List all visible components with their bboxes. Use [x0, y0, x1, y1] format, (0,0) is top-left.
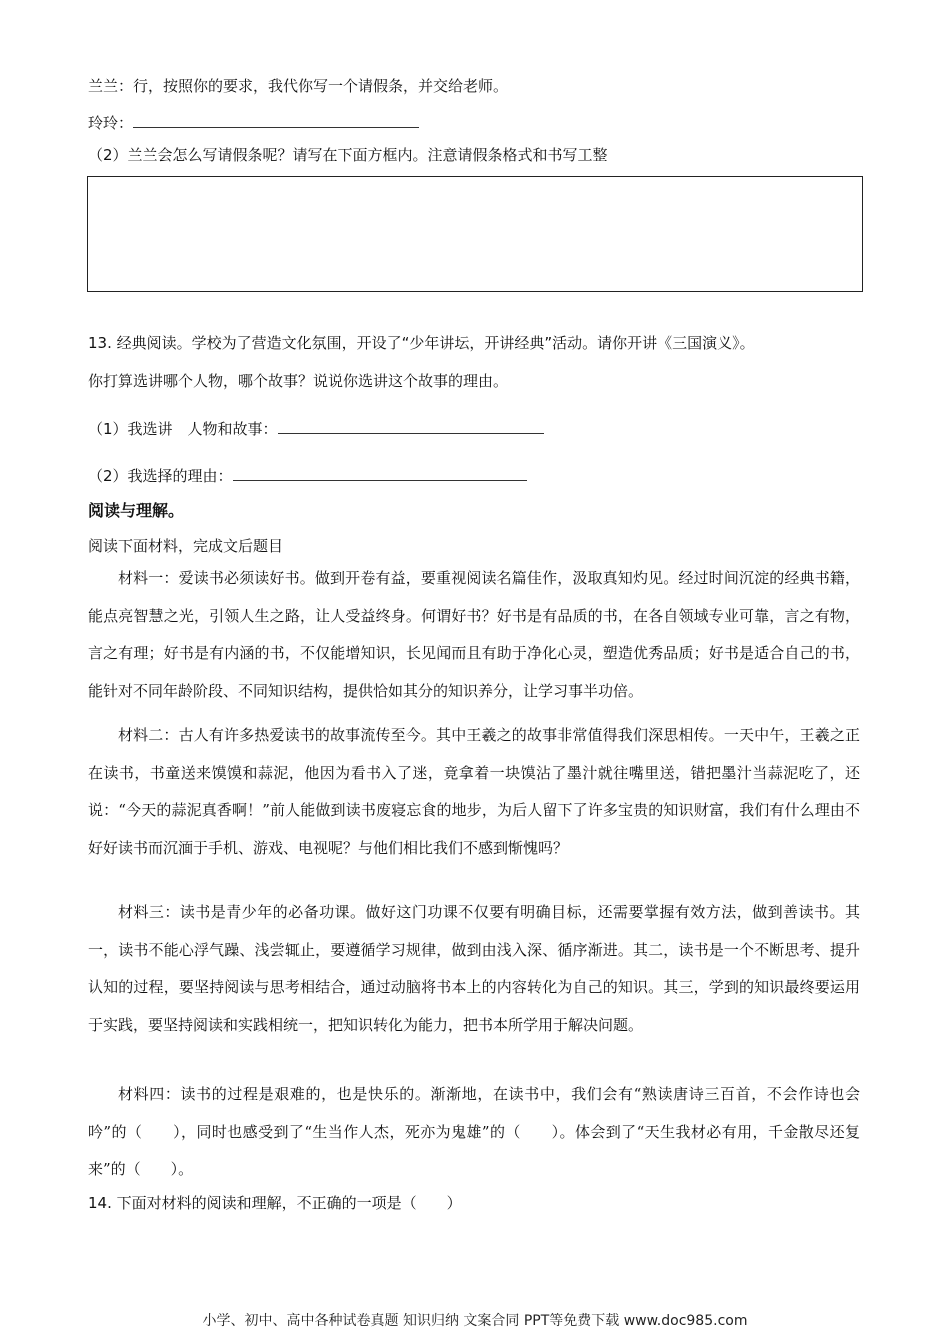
q13-1-prompt: （1）我选讲 人物和故事：: [88, 420, 278, 438]
lingling-label: 玲玲：: [88, 114, 134, 132]
page-footer: 小学、初中、高中各种试卷真题 知识归纳 文案合同 PPT等免费下载 www.doc985.com: [202, 1313, 748, 1329]
q13-1-answer-blank[interactable]: [278, 418, 544, 434]
q13-stem-line1: 13. 经典阅读。学校为了营造文化氛围，开设了“少年讲坛，开讲经典”活动。请你开讲《三国演义》。: [88, 334, 755, 352]
q14-stem: 14. 下面对材料的阅读和理解，不正确的一项是（ ）: [88, 1194, 462, 1212]
section-heading: 阅读与理解。: [88, 501, 185, 520]
lingling-line: [88, 112, 419, 133]
material-2: 材料二：古人有许多热爱读书的故事流传至今。其中王羲之的故事非常值得我们深思相传。一天中午，王羲之正在读书，书童送来馍馍和蒜泥，他因为看书入了迷，竟拿着一块馍沾了墨汁就往嘴里送，错把墨汁当蒜泥吃了，还说：“今天的蒜泥真香啊！”前人能做到读书废寝忘食的地步，为后人留下了许多宝贵的知识财富，我们有什么理由不好好读书而沉湎于手机、游戏、电视呢？与他们相比我们不感到惭愧吗？: [88, 726, 860, 857]
leave-note-answer-box[interactable]: [87, 176, 863, 292]
q13-1-line: [88, 418, 544, 439]
material-1: 材料一：爱读书必须读好书。做到开卷有益，要重视阅读名篇佳作，汲取真知灼见。经过时间沉淀的经典书籍，能点亮智慧之光，引领人生之路，让人受益终身。何谓好书？好书是有品质的书，在各自领域专业可靠，言之有物，言之有理；好书是有内涵的书，不仅能增知识，长见闻而且有助于净化心灵，塑造优秀品质；好书是适合自己的书，能针对不同年龄阶段、不同知识结构，提供恰如其分的知识养分，让学习事半功倍。: [88, 569, 860, 700]
lingling-answer-blank[interactable]: [133, 112, 419, 128]
q13-2-prompt: （2）我选择的理由：: [88, 467, 233, 485]
lanlan-reply: 兰兰：行，按照你的要求，我代你写一个请假条，并交给老师。: [88, 77, 509, 95]
q13-2-line: [88, 465, 527, 486]
reading-instruction: 阅读下面材料，完成文后题目: [88, 537, 284, 555]
q12-2-prompt: （2）兰兰会怎么写请假条呢？请写在下面方框内。注意请假条格式和书写工整: [88, 146, 608, 164]
q13-2-answer-blank[interactable]: [233, 465, 527, 481]
material-4: 材料四：读书的过程是艰难的，也是快乐的。渐渐地，在读书中，我们会有“熟读唐诗三百首，不会作诗也会吟”的（ ），同时也感受到了“生当作人杰，死亦为鬼雄”的（ ）。体会到了“天生我材必有用，千金散尽还复来”的（ ）。: [88, 1085, 860, 1178]
q13-stem-line2: 你打算选讲哪个人物，哪个故事？说说你选讲这个故事的理由。: [88, 372, 509, 390]
material-3: 材料三：读书是青少年的必备功课。做好这门功课不仅要有明确目标，还需要掌握有效方法，做到善读书。其一，读书不能心浮气躁、浅尝辄止，要遵循学习规律，做到由浅入深、循序渐进。其二，读书是一个不断思考、提升认知的过程，要坚持阅读与思考相结合，通过动脑将书本上的内容转化为自己的知识。其三，学到的知识最终要运用于实践，要坚持阅读和实践相统一，把知识转化为能力，把书本所学用于解决问题。: [88, 903, 860, 1034]
